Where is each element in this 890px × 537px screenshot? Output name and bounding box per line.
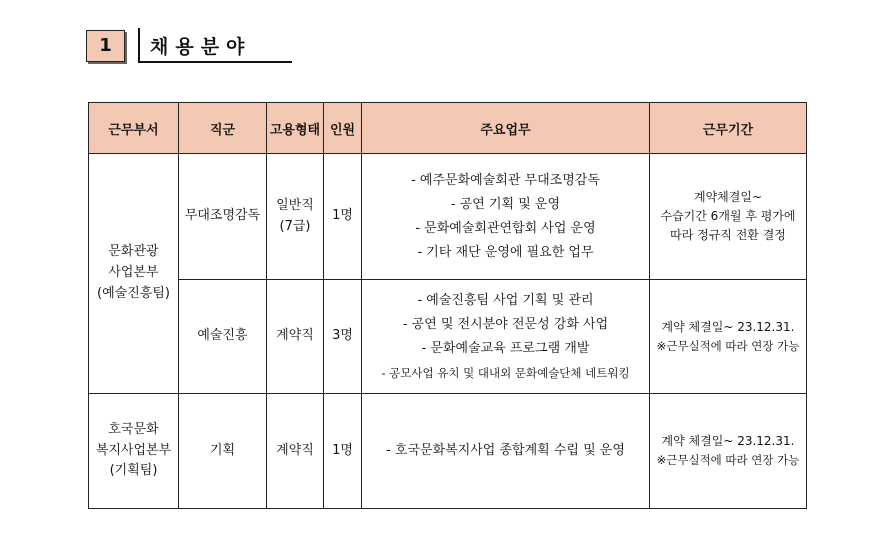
duty-item: - 공연 및 전시분야 전문성 강화 사업 bbox=[402, 316, 609, 332]
period-line: 계약 체결일~ 23.12.31. bbox=[661, 434, 795, 449]
header-period: 근무기간 bbox=[650, 103, 807, 154]
period-line: ※근무실적에 따라 연장 가능 bbox=[656, 338, 800, 353]
job-cell: 기획 bbox=[179, 394, 267, 509]
department-line: (예술진흥팀) bbox=[97, 285, 170, 301]
header-employment: 고용형태 bbox=[267, 103, 324, 154]
period-line: ※근무실적에 따라 연장 가능 bbox=[656, 453, 800, 468]
duty-item: - 기타 재단 운영에 필요한 업무 bbox=[417, 244, 594, 260]
department-cell bbox=[89, 154, 179, 394]
section-number: 1 bbox=[86, 30, 125, 62]
duties-cell bbox=[362, 154, 650, 280]
headcount-cell: 3명 bbox=[324, 280, 362, 394]
header-duties: 주요업무 bbox=[362, 103, 650, 154]
job-cell: 예술진흥 bbox=[179, 280, 267, 394]
department-line: 문화관광 bbox=[108, 244, 159, 260]
section-title: 채용분야 bbox=[150, 36, 252, 58]
header-job: 직군 bbox=[179, 103, 267, 154]
period-line: 따라 정규직 전환 결정 bbox=[670, 228, 786, 243]
department-line: 사업본부 bbox=[108, 265, 159, 281]
table-header-row bbox=[89, 103, 807, 154]
table-row bbox=[89, 280, 807, 394]
department-line: 호국문화 bbox=[108, 421, 159, 437]
employment-line: 일반직 bbox=[276, 197, 314, 213]
period-cell bbox=[650, 280, 807, 394]
duty-item: - 호국문화복지사업 종합계획 수립 및 운영 bbox=[386, 443, 625, 458]
table-row bbox=[89, 394, 807, 509]
header-department: 근무부서 bbox=[89, 103, 179, 154]
period-line: 수습기간 6개월 후 평가에 bbox=[660, 208, 796, 223]
header-headcount: 인원 bbox=[324, 103, 362, 154]
employment-cell: 계약직 bbox=[267, 394, 324, 509]
section-underline bbox=[138, 61, 292, 63]
department-cell bbox=[89, 394, 179, 509]
duty-item: - 공모사업 유치 및 대내외 문화예술단체 네트워킹 bbox=[381, 365, 630, 380]
duties-cell bbox=[362, 394, 650, 509]
department-line: (기획팀) bbox=[109, 463, 158, 479]
period-cell bbox=[650, 154, 807, 280]
employment-cell: 계약직 bbox=[267, 280, 324, 394]
duty-item: - 예술진흥팀 사업 기획 및 관리 bbox=[417, 292, 594, 308]
headcount-cell: 1명 bbox=[324, 154, 362, 280]
table-row bbox=[89, 154, 807, 280]
period-line: 계약 체결일~ 23.12.31. bbox=[661, 319, 795, 334]
duty-item: - 예주문화예술회관 무대조명감독 bbox=[411, 172, 600, 188]
headcount-cell: 1명 bbox=[324, 394, 362, 509]
period-line: 계약체결일~ bbox=[693, 189, 762, 204]
department-line: 복지사업본부 bbox=[95, 442, 172, 458]
duty-item: - 공연 기획 및 운영 bbox=[450, 196, 561, 212]
recruitment-table bbox=[88, 102, 807, 509]
employment-line: (7급) bbox=[279, 218, 311, 234]
duty-item: - 문화예술교육 프로그램 개발 bbox=[421, 340, 590, 356]
employment-cell bbox=[267, 154, 324, 280]
period-cell bbox=[650, 394, 807, 509]
section-divider bbox=[138, 28, 140, 61]
duties-cell bbox=[362, 280, 650, 394]
job-cell: 무대조명감독 bbox=[179, 154, 267, 280]
duty-item: - 문화예술회관연합회 사업 운영 bbox=[415, 220, 596, 236]
